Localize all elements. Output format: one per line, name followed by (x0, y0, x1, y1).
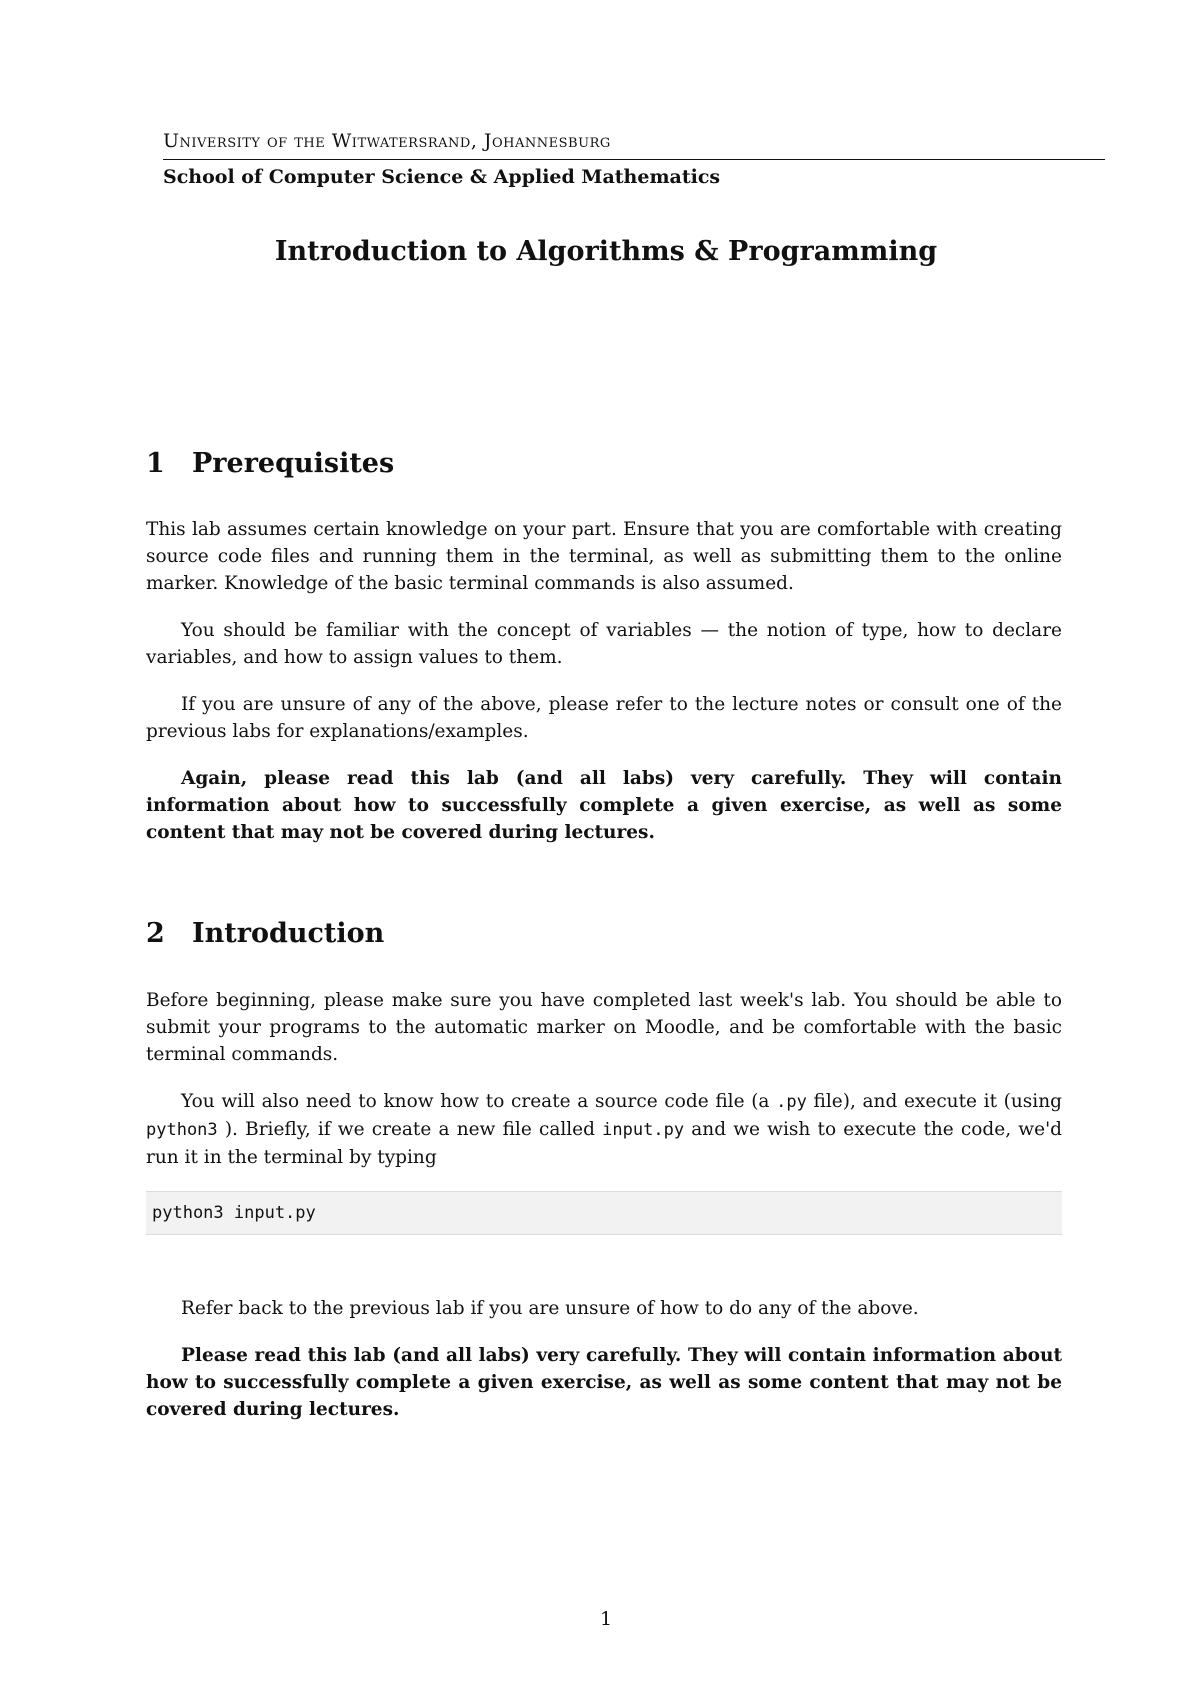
text-run: ). Briefly, if we create a new file called (217, 1118, 603, 1140)
section-number: 1 (146, 448, 165, 479)
section-title: Introduction (192, 918, 385, 950)
paragraph (146, 1088, 1062, 1171)
section-heading-prerequisites (146, 448, 1062, 480)
document-header (163, 130, 1105, 189)
section-heading-introduction (146, 918, 1062, 950)
code-block: python3 input.py (146, 1191, 1062, 1235)
inline-code: python3 (146, 1119, 218, 1140)
important-note: Please read this lab (and all labs) very carefully. They will contain information about how to successfully complete a given exercise, as well as some content that may not be covered during lectures. (146, 1344, 1062, 1420)
inline-code: .py (776, 1091, 807, 1112)
paragraph: Before beginning, please make sure you have completed last week's lab. You should be able to submit your programs to the automatic marker on Moodle, and be comfortable with the basic terminal commands. (146, 989, 1062, 1065)
paragraph: You should be familiar with the concept of variables — the notion of type, how to declare variables, and how to assign values to them. (146, 620, 1062, 669)
section-number: 2 (146, 918, 165, 950)
university-name: University of the Witwatersrand, Johannesburg (163, 130, 1105, 160)
paragraph: If you are unsure of any of the above, please refer to the lecture notes or consult one of the previous labs for explanations/examples. (146, 694, 1062, 743)
inline-code: input.py (602, 1119, 685, 1140)
section-title: Prerequisites (192, 448, 395, 479)
page-number: 1 (599, 1608, 613, 1630)
text-run: and we wish to execute the code, we'd run it in the terminal by typing (146, 1118, 1062, 1168)
paragraph: This lab assumes certain knowledge on your part. Ensure that you are comfortable with creating source code files and running them in the terminal, as well as submitting them to the online marker. Knowledge of the basic terminal commands is also assumed. (146, 519, 1062, 595)
text-run: file), and execute it (using (806, 1090, 1062, 1112)
important-note: Again, please read this lab (and all labs) very carefully. They will contain information about how to successfully complete a given exercise, as well as some content that may not be covered during lectures. (146, 768, 1062, 844)
paragraph: Refer back to the previous lab if you are unsure of how to do any of the above. (181, 1297, 919, 1319)
section-spacer (146, 866, 1062, 918)
document-body (146, 448, 1062, 1443)
document-title: Introduction to Algorithms & Programming (274, 236, 938, 267)
text-run: You will also need to know how to create a source code file (a (181, 1090, 777, 1112)
school-name: School of Computer Science & Applied Mathematics (163, 165, 721, 188)
